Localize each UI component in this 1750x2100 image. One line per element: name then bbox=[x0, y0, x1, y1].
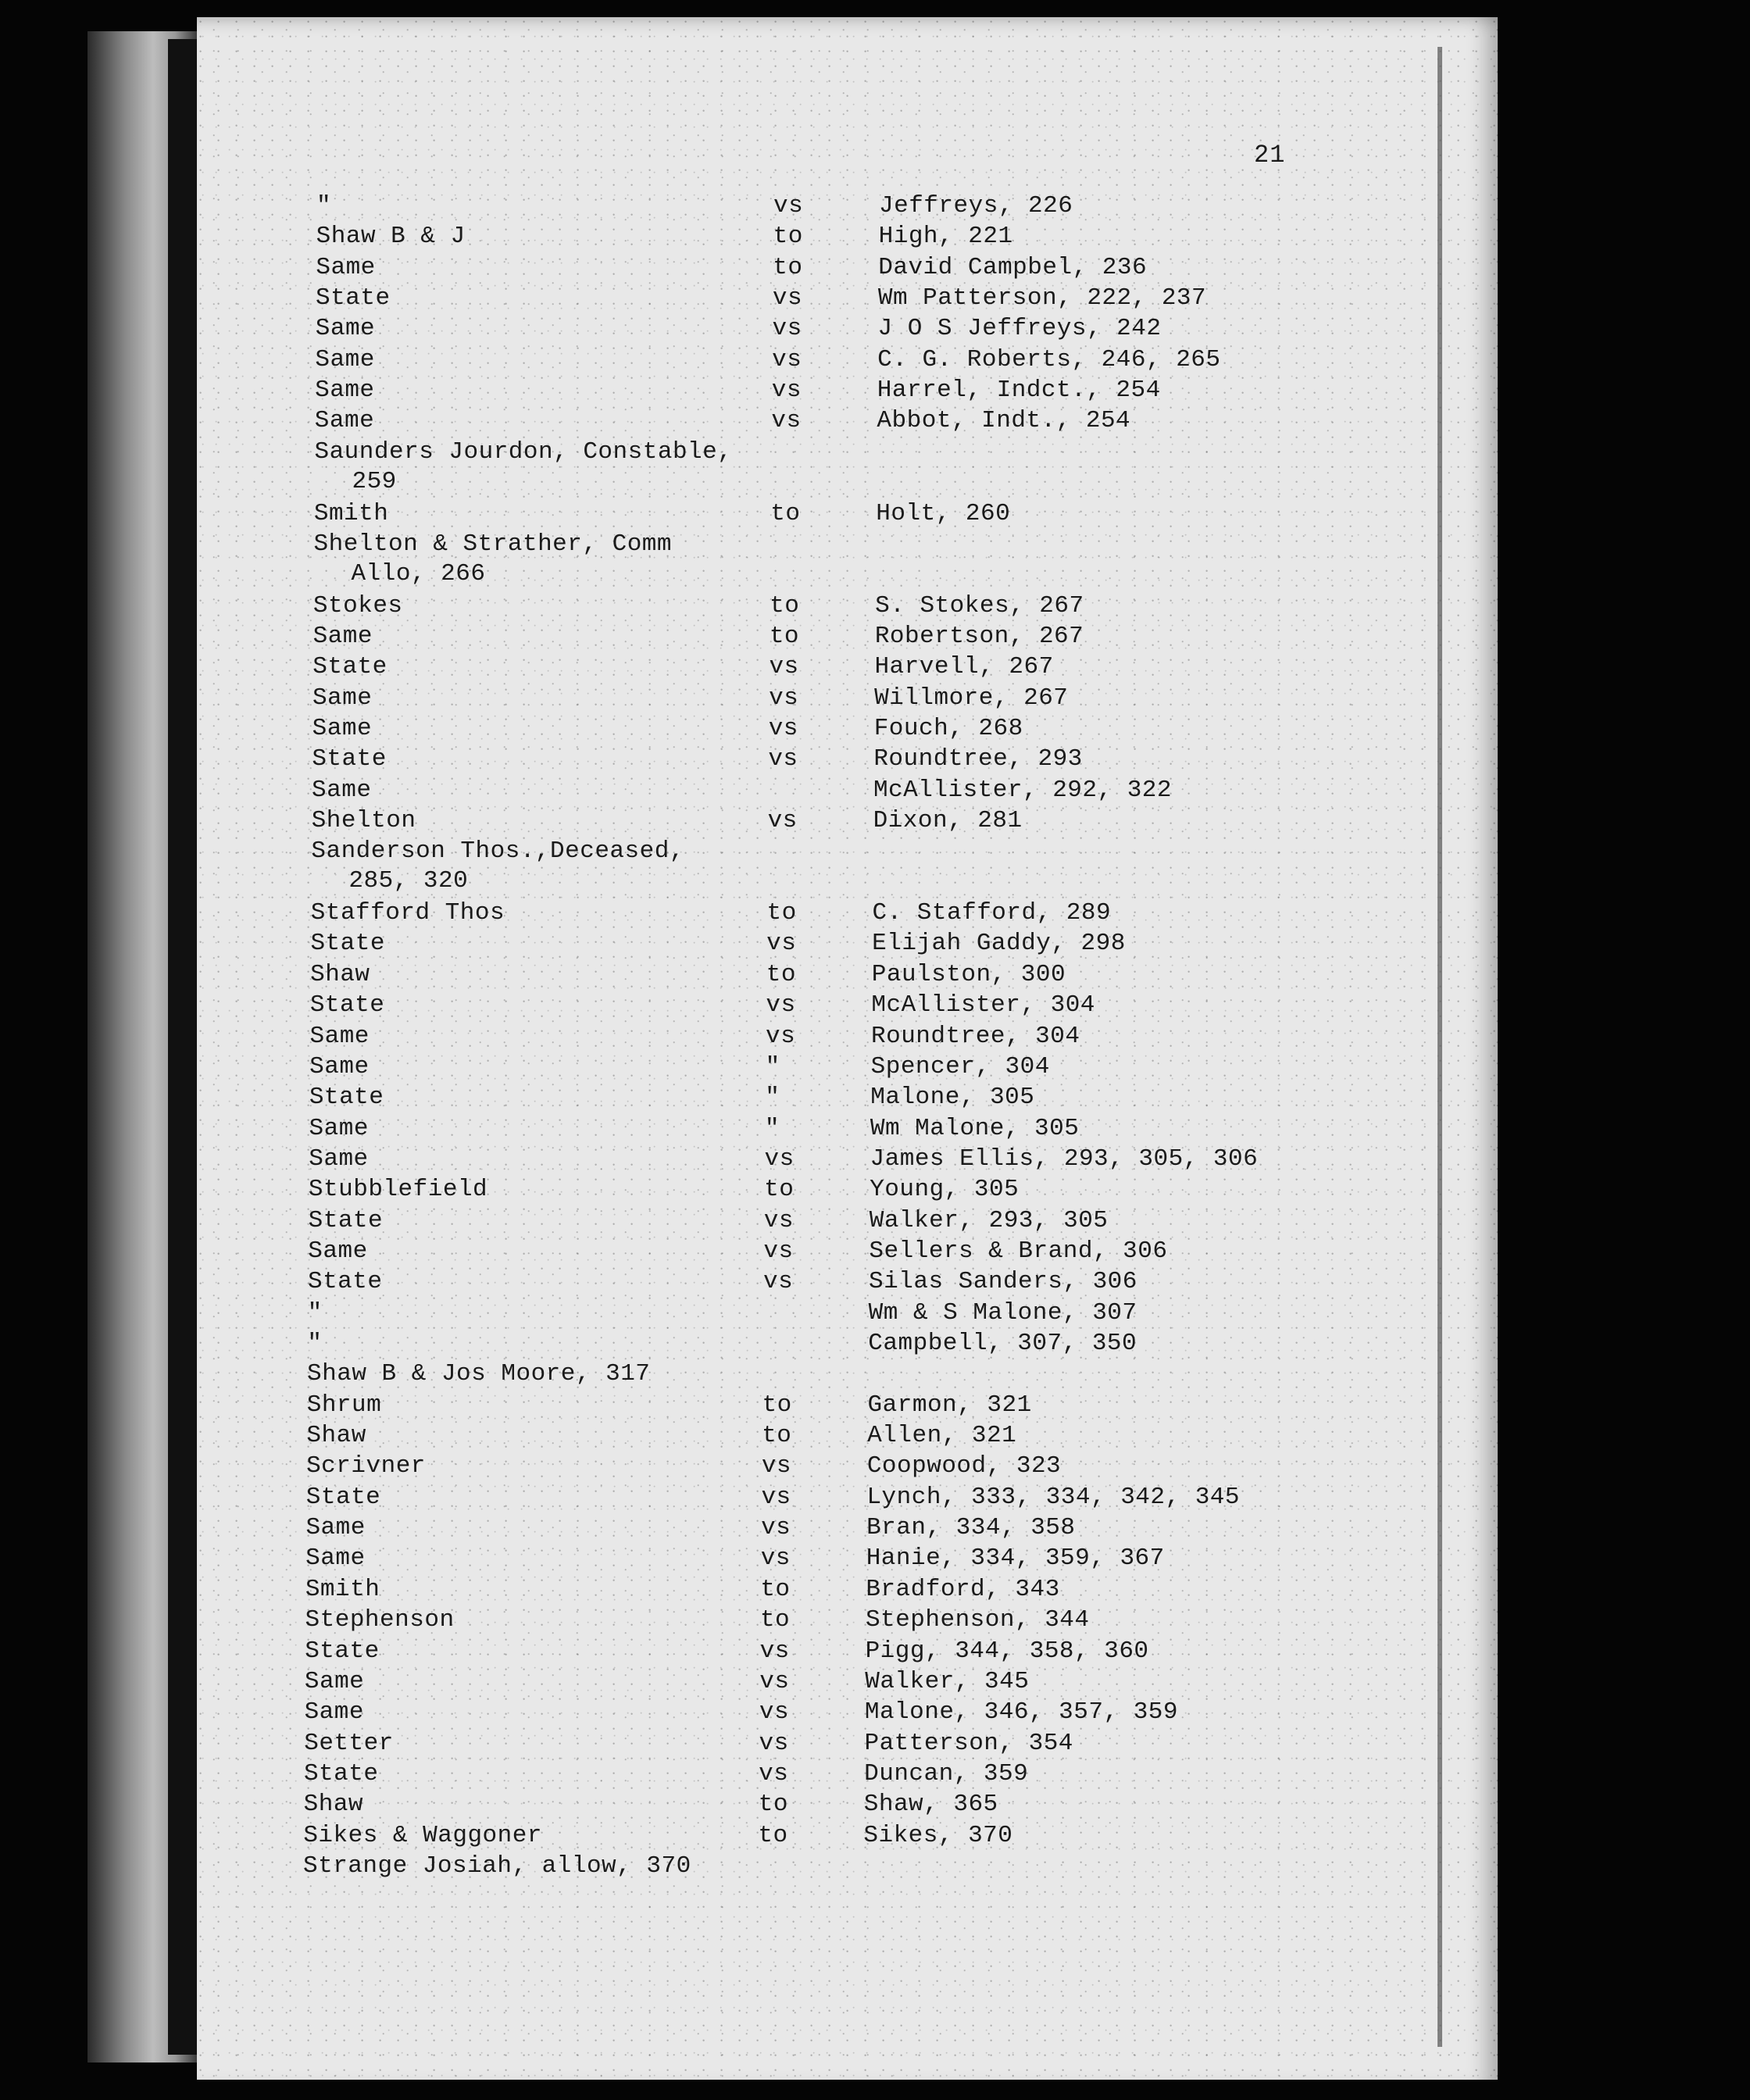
entry-party: Lynch, 333, 334, 342, 345 bbox=[866, 1483, 1241, 1511]
entry-party: Wm & S Malone, 307 bbox=[868, 1298, 1138, 1327]
entry-relation: vs bbox=[767, 807, 798, 835]
entry-name bbox=[304, 1759, 379, 1789]
entry-relation: to bbox=[766, 899, 797, 927]
entry-name-text: Same bbox=[305, 1514, 366, 1542]
entry-name-text: Shaw B & Jos Moore, 317 bbox=[307, 1360, 651, 1388]
entry-name-continuation: Allo, 266 bbox=[351, 559, 486, 588]
entry-name-text: Stafford Thos bbox=[310, 899, 505, 927]
entry-name-text: Same bbox=[312, 684, 373, 712]
entry-relation: vs bbox=[759, 1667, 790, 1695]
entry-name bbox=[306, 1421, 366, 1451]
entry-name-text: Stubblefield bbox=[308, 1176, 488, 1204]
entry-name-text: Same bbox=[304, 1698, 364, 1727]
entry-name bbox=[312, 776, 371, 805]
entry-name-text: " bbox=[307, 1330, 323, 1358]
entry-relation: vs bbox=[772, 345, 802, 373]
entry-name-text: Same bbox=[316, 253, 376, 281]
entry-relation: vs bbox=[771, 407, 802, 435]
entry-name-text: State bbox=[312, 653, 388, 681]
entry-name-text: Smith bbox=[305, 1575, 380, 1603]
entry-party: Campbell, 307, 350 bbox=[868, 1330, 1138, 1358]
entry-name bbox=[307, 1391, 382, 1420]
entry-party: Elijah Gaddy, 298 bbox=[872, 930, 1126, 958]
entry-name bbox=[306, 1483, 381, 1512]
entry-party: Holt, 260 bbox=[876, 499, 1011, 527]
entry-name-text: Shelton & Strather, Comm bbox=[313, 530, 673, 558]
entry-name bbox=[305, 1544, 365, 1573]
entry-relation: to bbox=[762, 1422, 792, 1450]
entry-name-text: Same bbox=[314, 407, 375, 435]
entry-party: Pigg, 344, 358, 360 bbox=[865, 1637, 1149, 1665]
entry-name-text: Stokes bbox=[312, 591, 403, 620]
entry-party: Abbot, Indt., 254 bbox=[877, 407, 1131, 435]
entry-name-text: State bbox=[303, 1759, 379, 1788]
entry-name-text: Stephenson bbox=[305, 1606, 455, 1634]
entry-relation: to bbox=[773, 223, 803, 251]
entry-name-text: Same bbox=[309, 1114, 369, 1142]
entry-name-text: Same bbox=[308, 1237, 368, 1265]
entry-name bbox=[307, 1359, 650, 1389]
entry-relation: to bbox=[770, 499, 801, 527]
entry-name-text: Scrivner bbox=[306, 1452, 426, 1480]
entry-name bbox=[309, 1083, 384, 1112]
entry-relation: vs bbox=[760, 1545, 791, 1573]
entry-name-text: Same bbox=[315, 377, 375, 405]
entry-name-text: Same bbox=[312, 714, 373, 742]
entry-relation: vs bbox=[766, 1022, 796, 1050]
entry-party: Coopwood, 323 bbox=[866, 1452, 1062, 1480]
entry-name-text: State bbox=[309, 991, 385, 1020]
entry-party: Robertson, 267 bbox=[874, 622, 1084, 650]
entry-party: Fouch, 268 bbox=[873, 714, 1023, 742]
entry-name bbox=[311, 898, 505, 928]
entry-name bbox=[309, 1175, 488, 1205]
entry-name-text: Same bbox=[305, 1545, 366, 1573]
entry-relation: to bbox=[770, 591, 800, 620]
entry-relation: to bbox=[769, 622, 800, 650]
entry-party: McAllister, 292, 322 bbox=[873, 776, 1173, 804]
entry-relation: to bbox=[766, 960, 796, 988]
entry-relation: vs bbox=[769, 653, 799, 681]
entry-relation: to bbox=[764, 1176, 795, 1204]
page-number: 21 bbox=[1254, 141, 1286, 170]
entry-name-text: Smith bbox=[313, 499, 389, 527]
entry-party: S. Stokes, 267 bbox=[875, 591, 1084, 620]
entry-name-text: Sikes & Waggoner bbox=[303, 1821, 542, 1849]
entry-party: Dixon, 281 bbox=[873, 807, 1023, 835]
entry-party: Harrel, Indct., 254 bbox=[877, 377, 1161, 405]
entry-party: Malone, 305 bbox=[870, 1084, 1035, 1112]
entry-name bbox=[308, 1298, 323, 1328]
entry-party: Willmore, 267 bbox=[874, 684, 1069, 712]
entry-party: Malone, 346, 357, 359 bbox=[864, 1698, 1179, 1727]
entry-name-text: State bbox=[316, 284, 391, 312]
entry-party: Garmon, 321 bbox=[867, 1391, 1032, 1419]
entry-name bbox=[311, 837, 684, 896]
entry-relation: to bbox=[759, 1606, 791, 1634]
entry-relation: vs bbox=[773, 192, 804, 220]
entry-relation: vs bbox=[768, 745, 798, 773]
entry-relation: to bbox=[758, 1791, 788, 1819]
entry-name bbox=[315, 406, 374, 436]
entry-name bbox=[310, 960, 370, 990]
entry-relation: vs bbox=[761, 1483, 791, 1511]
entry-name bbox=[305, 1698, 364, 1727]
entry-party: Hanie, 334, 359, 367 bbox=[866, 1545, 1165, 1573]
entry-name bbox=[305, 1605, 455, 1635]
entry-name-text: State bbox=[308, 1206, 384, 1234]
entry-relation: vs bbox=[759, 1729, 789, 1757]
entry-party: Roundtree, 304 bbox=[871, 1022, 1080, 1050]
entry-party: Jeffreys, 226 bbox=[879, 192, 1073, 220]
entry-name bbox=[314, 530, 672, 589]
entry-name bbox=[314, 499, 389, 529]
entry-name bbox=[310, 1022, 370, 1052]
entry-name bbox=[305, 1667, 364, 1697]
entry-party: Silas Sanders, 306 bbox=[869, 1268, 1138, 1296]
entry-name-text: Same bbox=[315, 345, 375, 373]
entry-relation: to bbox=[762, 1391, 792, 1419]
entry-name bbox=[306, 1452, 426, 1481]
entry-name-text: Same bbox=[315, 315, 376, 343]
entry-name bbox=[310, 929, 385, 959]
entry-name bbox=[309, 1145, 368, 1174]
entry-party: Bran, 334, 358 bbox=[866, 1514, 1076, 1542]
entry-party: J O S Jeffreys, 242 bbox=[877, 315, 1162, 343]
entry-name bbox=[315, 345, 374, 375]
entry-name bbox=[304, 1790, 363, 1820]
entry-party: James Ellis, 293, 305, 306 bbox=[870, 1145, 1259, 1173]
entry-name-text: " bbox=[316, 192, 332, 220]
entry-relation: vs bbox=[759, 1637, 790, 1665]
entry-name bbox=[316, 314, 375, 344]
entry-relation: vs bbox=[771, 377, 802, 405]
entry-name-text: Saunders Jourdon, Constable, bbox=[314, 438, 733, 466]
entry-name-text: Shaw B & J bbox=[316, 223, 466, 251]
entry-party: McAllister, 304 bbox=[871, 991, 1095, 1020]
entry-name bbox=[308, 1237, 367, 1266]
entry-party: Stephenson, 344 bbox=[865, 1606, 1090, 1634]
entry-party: Wm Malone, 305 bbox=[870, 1114, 1080, 1142]
entry-party: Walker, 293, 305 bbox=[869, 1206, 1109, 1234]
entry-relation: vs bbox=[763, 1206, 794, 1234]
entry-relation: vs bbox=[761, 1514, 791, 1542]
entry-name-text: Same bbox=[304, 1667, 365, 1695]
entry-relation: vs bbox=[768, 714, 798, 742]
entry-name-text: Setter bbox=[304, 1729, 394, 1757]
entry-relation: vs bbox=[761, 1452, 792, 1480]
entry-name bbox=[316, 284, 391, 313]
entry-name-continuation: 285, 320 bbox=[348, 867, 469, 895]
entry-relation: vs bbox=[766, 991, 796, 1020]
entry-relation: " bbox=[764, 1114, 780, 1142]
entry-name bbox=[309, 1052, 369, 1082]
entry-name bbox=[309, 1114, 369, 1144]
entry-name-text: Same bbox=[309, 1052, 370, 1080]
entry-name bbox=[305, 1575, 380, 1605]
entry-relation: " bbox=[765, 1052, 780, 1080]
entry-name-text: State bbox=[305, 1483, 381, 1511]
entry-name bbox=[316, 191, 331, 221]
entry-name-text: State bbox=[310, 930, 385, 958]
entry-name-text: Shelton bbox=[311, 807, 416, 835]
entry-name bbox=[313, 591, 403, 621]
entry-relation: vs bbox=[759, 1759, 789, 1788]
entry-name bbox=[316, 222, 466, 252]
entry-relation: vs bbox=[772, 284, 803, 312]
entry-party: C. G. Roberts, 246, 265 bbox=[877, 345, 1221, 373]
entry-name-text: Same bbox=[312, 622, 373, 650]
entry-name-text: Same bbox=[312, 776, 372, 804]
entry-name bbox=[305, 1637, 380, 1666]
entry-name bbox=[312, 684, 372, 713]
entry-name bbox=[313, 622, 373, 652]
entry-name bbox=[314, 438, 732, 497]
entry-name bbox=[304, 1729, 394, 1759]
entry-relation: to bbox=[760, 1575, 791, 1603]
entry-name-text: Same bbox=[309, 1022, 370, 1050]
entry-relation: vs bbox=[772, 315, 802, 343]
entry-name bbox=[310, 991, 385, 1020]
entry-name bbox=[312, 714, 372, 744]
entry-party: Spencer, 304 bbox=[870, 1052, 1050, 1080]
entry-relation: vs bbox=[763, 1268, 794, 1296]
entry-relation: vs bbox=[764, 1145, 795, 1173]
entry-name-text: Shrum bbox=[306, 1391, 382, 1419]
entry-party: Roundtree, 293 bbox=[873, 745, 1083, 773]
entry-party: Walker, 345 bbox=[865, 1667, 1030, 1695]
entry-relation: to bbox=[773, 253, 803, 281]
entry-party: Paulston, 300 bbox=[871, 960, 1066, 988]
entry-name-text: Strange Josiah, allow, 370 bbox=[303, 1852, 691, 1880]
entry-name-text: State bbox=[305, 1637, 380, 1665]
entry-party: High, 221 bbox=[878, 223, 1013, 251]
entry-relation: vs bbox=[766, 930, 797, 958]
entry-relation: " bbox=[765, 1084, 780, 1112]
entry-name-text: State bbox=[307, 1268, 383, 1296]
entry-name-text: Sanderson Thos.,Deceased, bbox=[311, 838, 684, 866]
entry-party: Shaw, 365 bbox=[863, 1791, 998, 1819]
entry-name bbox=[308, 1267, 383, 1297]
entry-relation: to bbox=[758, 1821, 788, 1849]
entry-party: David Campbel, 236 bbox=[878, 253, 1148, 281]
entry-relation: vs bbox=[763, 1237, 794, 1265]
entry-name bbox=[303, 1852, 691, 1881]
entry-name-text: Shaw bbox=[310, 960, 370, 988]
entry-name-text: State bbox=[312, 745, 387, 773]
entry-name-text: Same bbox=[309, 1145, 369, 1173]
entry-name bbox=[305, 1513, 365, 1543]
entry-party: Harvell, 267 bbox=[874, 653, 1054, 681]
entry-party: Sikes, 370 bbox=[863, 1821, 1013, 1849]
entry-name-text: " bbox=[307, 1298, 323, 1327]
entry-party: Bradford, 343 bbox=[866, 1575, 1060, 1603]
entry-name bbox=[312, 652, 388, 682]
entry-party: Wm Patterson, 222, 237 bbox=[877, 284, 1207, 312]
entry-name bbox=[316, 253, 375, 283]
entry-name bbox=[309, 1206, 384, 1236]
entry-name bbox=[303, 1821, 542, 1851]
entry-party: Patterson, 354 bbox=[864, 1729, 1073, 1757]
entry-name-text: State bbox=[309, 1084, 384, 1112]
entry-name bbox=[307, 1329, 322, 1359]
entry-name-continuation: 259 bbox=[352, 467, 397, 495]
entry-party: Young, 305 bbox=[870, 1176, 1020, 1204]
entry-relation: vs bbox=[769, 684, 799, 712]
entry-party: Allen, 321 bbox=[867, 1422, 1017, 1450]
entry-name-text: Shaw bbox=[303, 1791, 364, 1819]
entry-name bbox=[312, 806, 416, 836]
entry-party: Duncan, 359 bbox=[864, 1759, 1029, 1788]
entry-party: C. Stafford, 289 bbox=[872, 899, 1112, 927]
entry-name bbox=[312, 745, 387, 774]
entry-party: Sellers & Brand, 306 bbox=[869, 1237, 1168, 1265]
entry-relation: vs bbox=[759, 1698, 790, 1727]
entry-name-text: Shaw bbox=[306, 1422, 366, 1450]
entry-name bbox=[315, 376, 374, 405]
